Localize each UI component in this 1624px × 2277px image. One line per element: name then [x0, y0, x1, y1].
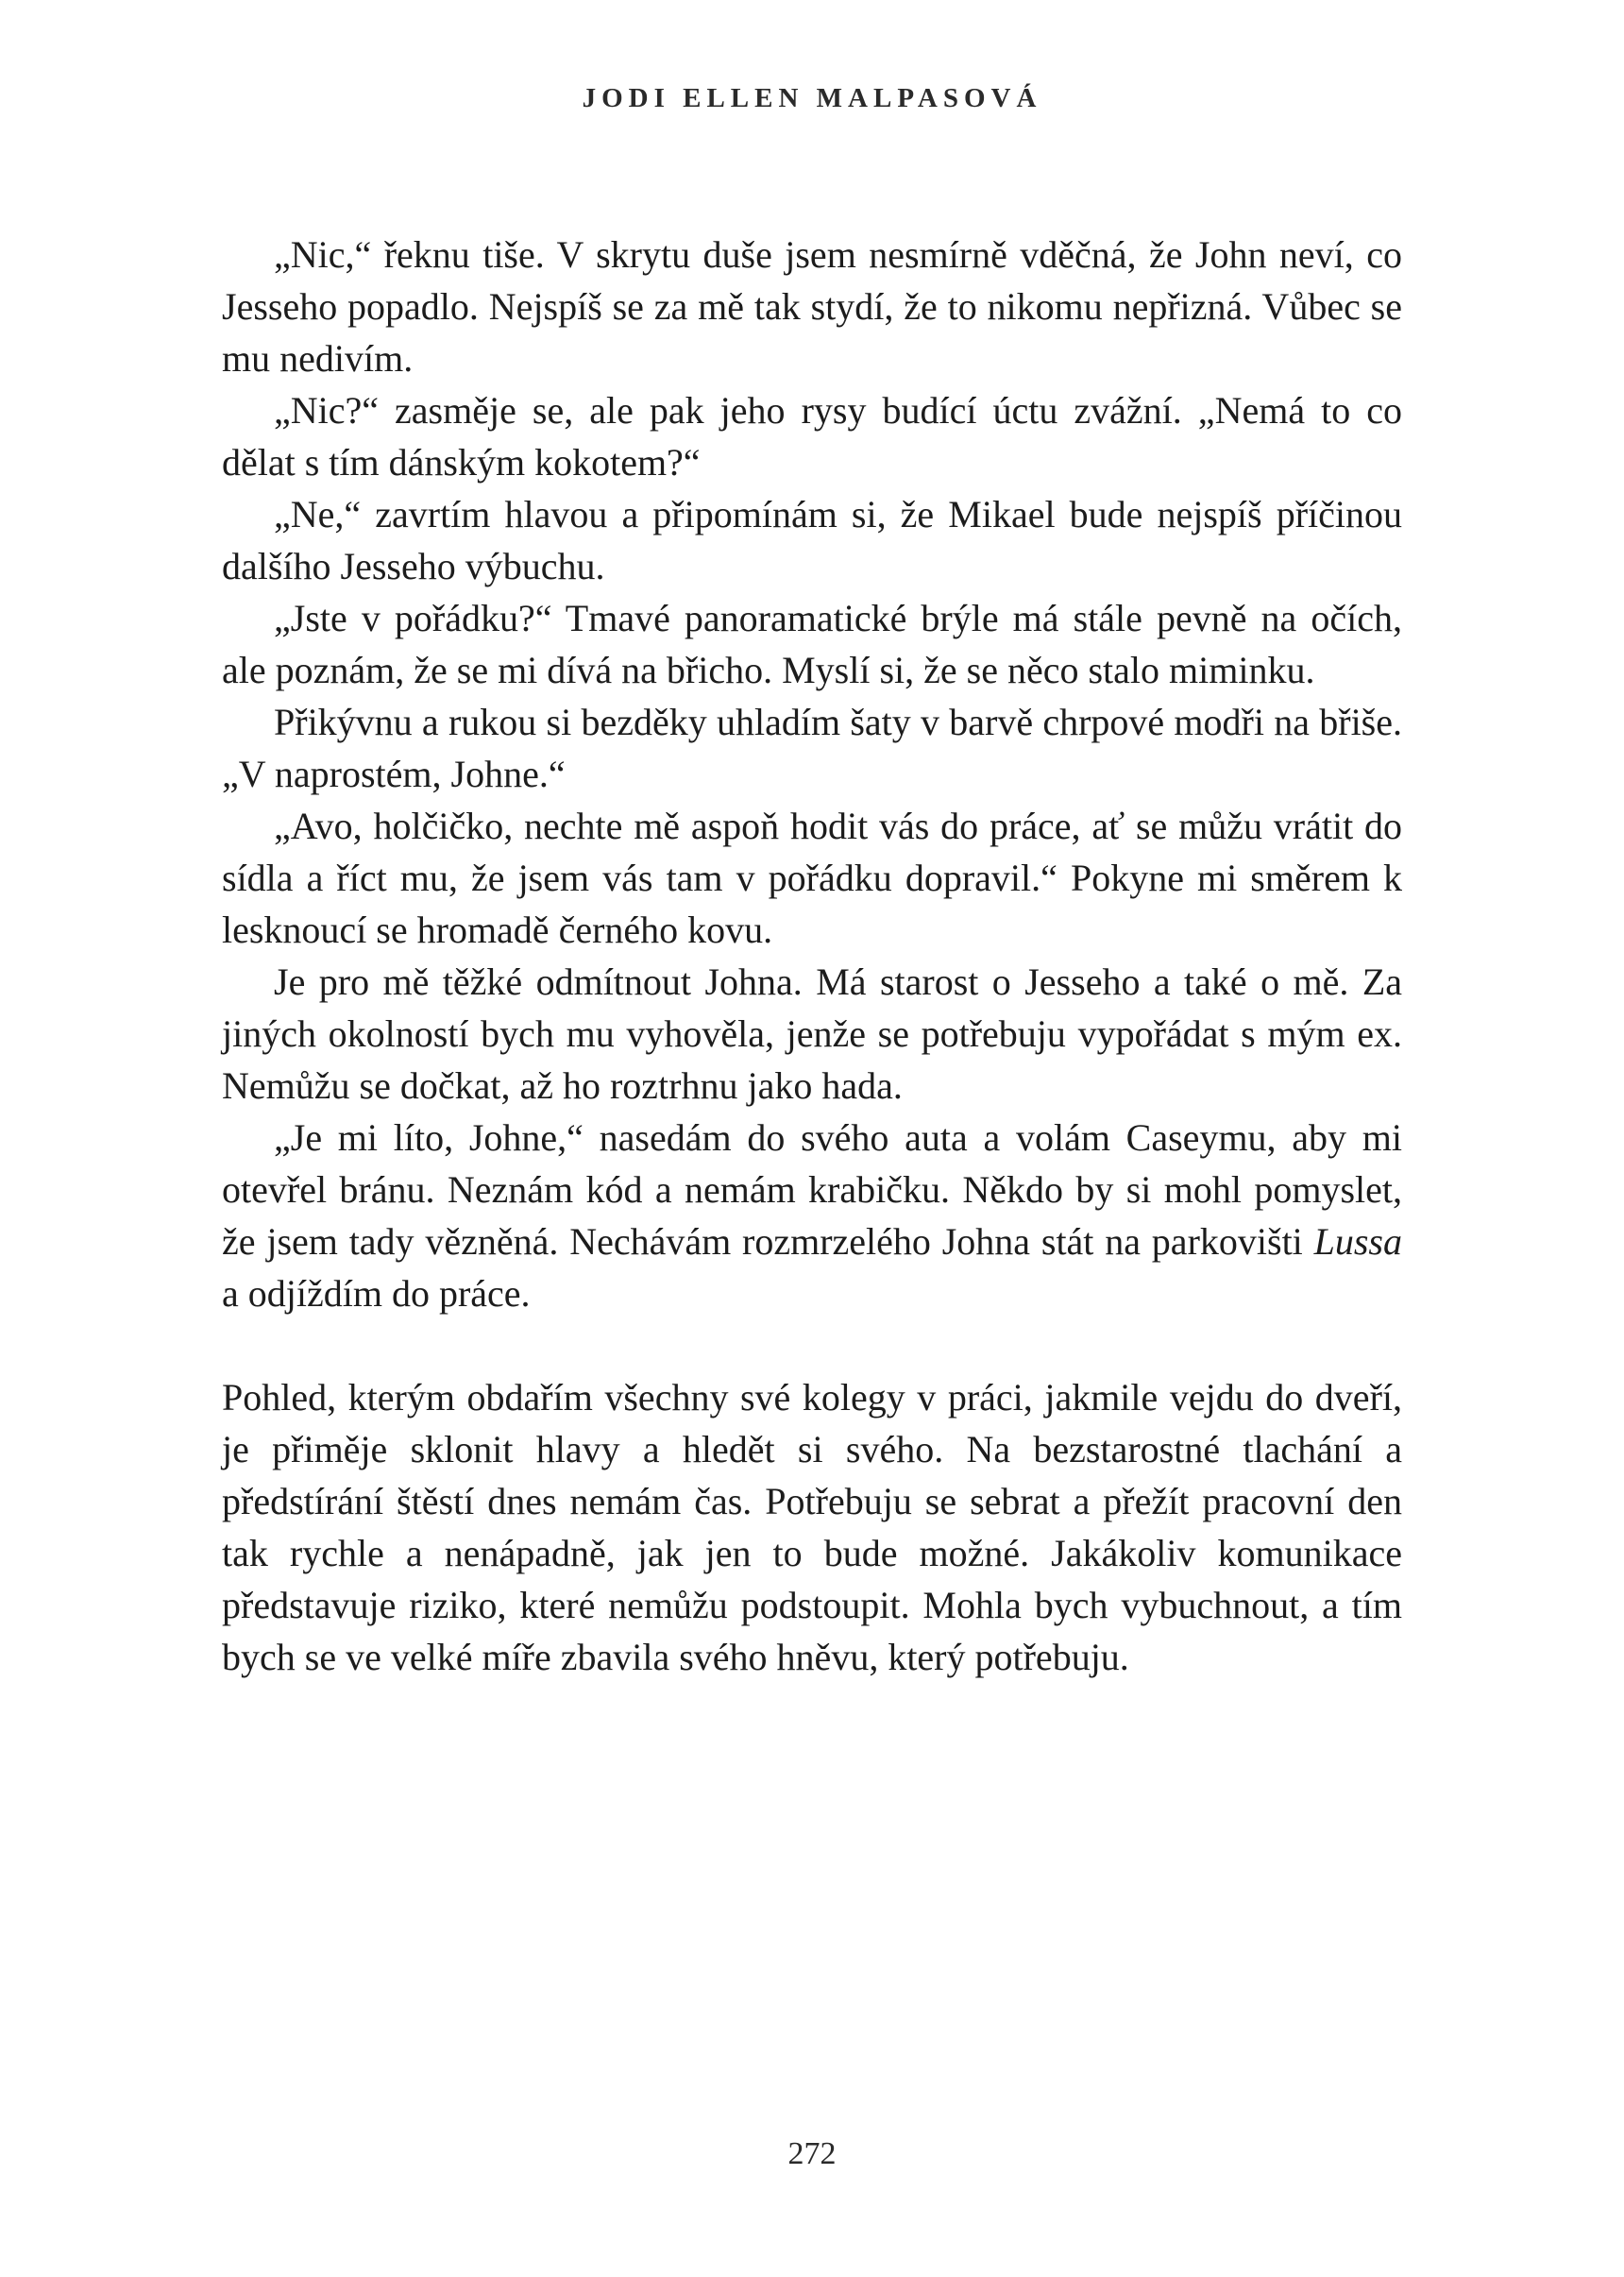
paragraph [222, 800, 1402, 956]
paragraph [222, 488, 1402, 592]
text-run: „Nic,“ řeknu tiše. V skrytu duše jsem nesmírně vděčná, že John neví, co Jesseho popadlo. Nejspíš se za mě tak stydí, že to nikomu nepřizná. Vůbec se mu nedivím. [222, 233, 1402, 380]
text-run: Je pro mě těžké odmítnout Johna. Má starost o Jesseho a také o mě. Za jiných okolností bych mu vyhověla, jenže se potřebuju vypořádat s mým ex. Nemůžu se dočkat, až ho roztrhnu jako hada. [222, 960, 1402, 1107]
page-number: 272 [787, 2136, 837, 2171]
text-run: „Je mi líto, Johne,“ nasedám do svého auta a volám Caseymu, aby mi otevřel bránu. Neznám kód a nemám krabičku. Někdo by si mohl pomyslet, že jsem tady vězněná. Nechávám rozmrzelého Johna stát na parkovišti [222, 1116, 1402, 1263]
text-run: Pohled, kterým obdařím všechny své kolegy v práci, jakmile vejdu do dveří, je přiměje sklonit hlavy a hledět si svého. Na bezstarostné tlachání a předstírání štěstí dnes nemám čas. Potřebuju se sebrat a přežít pracovní den tak rychle a nenápadně, jak jen to bude možné. Jakákoliv komunikace představuje riziko, které nemůžu podstoupit. Mohla bych vybuchnout, a tím bych se ve velké míře zbavila svého hněvu, který potřebuju. [222, 1376, 1402, 1678]
text-run: Přikývnu a rukou si bezděky uhladím šaty v barvě chrpové modři na břiše. „V naprostém, Johne.“ [222, 701, 1402, 795]
text-run: „Ne,“ zavrtím hlavou a připomínám si, že Mikael bude nejspíš příčinou dalšího Jesseho výbuchu. [222, 493, 1402, 587]
paragraph [222, 384, 1402, 488]
text-run: „Nic?“ zasměje se, ale pak jeho rysy budící úctu zvážní. „Nemá to co dělat s tím dánským kokotem?“ [222, 389, 1402, 484]
body-text [222, 229, 1402, 1683]
text-run: a odjíždím do práce. [222, 1272, 531, 1315]
paragraph [222, 592, 1402, 696]
paragraph [222, 1371, 1402, 1683]
running-header: JODI ELLEN MALPASOVÁ [582, 83, 1042, 113]
paragraph [222, 956, 1402, 1112]
italic-text-run: Lussa [1313, 1220, 1402, 1263]
paragraph [222, 229, 1402, 384]
text-run: „Jste v pořádku?“ Tmavé panoramatické brýle má stále pevně na očích, ale poznám, že se mi dívá na břicho. Myslí si, že se něco stalo miminku. [222, 597, 1402, 691]
paragraph [222, 696, 1402, 800]
paragraph [222, 1112, 1402, 1319]
text-run: „Avo, holčičko, nechte mě aspoň hodit vás do práce, ať se můžu vrátit do sídla a říct mu, že jsem vás tam v pořádku dopravil.“ Pokyne mi směrem k lesknoucí se hromadě černého kovu. [222, 805, 1402, 951]
